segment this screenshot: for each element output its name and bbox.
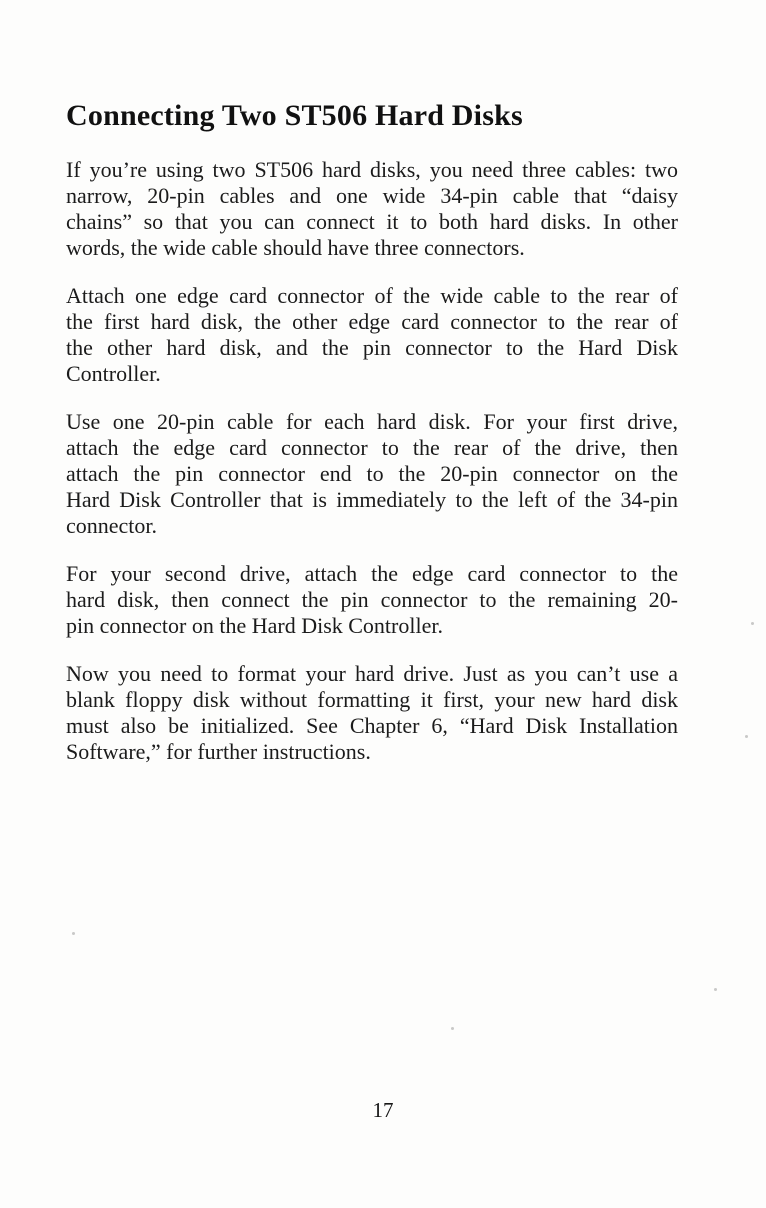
scan-speck xyxy=(745,735,748,738)
text-line: narrow, 20-pin cables and one wide 34-pin cable that “daisy xyxy=(66,183,678,208)
text-line: hard disk, then connect the pin connector to the remaining 20- xyxy=(66,587,678,612)
paragraph-2 xyxy=(66,283,678,387)
scan-speck xyxy=(751,622,754,625)
scan-speck xyxy=(451,1027,454,1030)
text-line: attach the edge card connector to the rear of the drive, then xyxy=(66,435,678,460)
text-line: For your second drive, attach the edge card connector to the xyxy=(66,561,678,586)
page-number: 17 xyxy=(372,1098,394,1122)
text-block xyxy=(66,99,678,787)
text-line: attach the pin connector end to the 20-pin connector on the xyxy=(66,461,678,486)
text-line: Software,” for further instructions. xyxy=(66,739,371,764)
text-line: must also be initialized. See Chapter 6, “Hard Disk Installation xyxy=(66,713,678,738)
paragraph-1 xyxy=(66,157,678,261)
text-line: Now you need to format your hard drive. Just as you can’t use a xyxy=(66,661,678,686)
text-line: pin connector on the Hard Disk Controller. xyxy=(66,613,443,638)
text-line: Attach one edge card connector of the wide cable to the rear of xyxy=(66,283,678,308)
text-line: Use one 20-pin cable for each hard disk. For your first drive, xyxy=(66,409,678,434)
text-line: blank floppy disk without formatting it first, your new hard disk xyxy=(66,687,678,712)
text-line: Controller. xyxy=(66,361,161,386)
paragraph-5 xyxy=(66,661,678,765)
paragraph-4 xyxy=(66,561,678,639)
text-line: If you’re using two ST506 hard disks, you need three cables: two xyxy=(66,157,678,182)
text-line: the first hard disk, the other edge card connector to the rear of xyxy=(66,309,678,334)
text-line: Hard Disk Controller that is immediately to the left of the 34-pin xyxy=(66,487,678,512)
text-line: chains” so that you can connect it to both hard disks. In other xyxy=(66,209,678,234)
scan-speck xyxy=(714,988,717,991)
scan-speck xyxy=(72,932,75,935)
text-line: words, the wide cable should have three connectors. xyxy=(66,235,525,260)
text-line: connector. xyxy=(66,513,158,538)
text-line: the other hard disk, and the pin connector to the Hard Disk xyxy=(66,335,678,360)
page-title: Connecting Two ST506 Hard Disks xyxy=(66,99,523,132)
paragraph-3 xyxy=(66,409,678,539)
